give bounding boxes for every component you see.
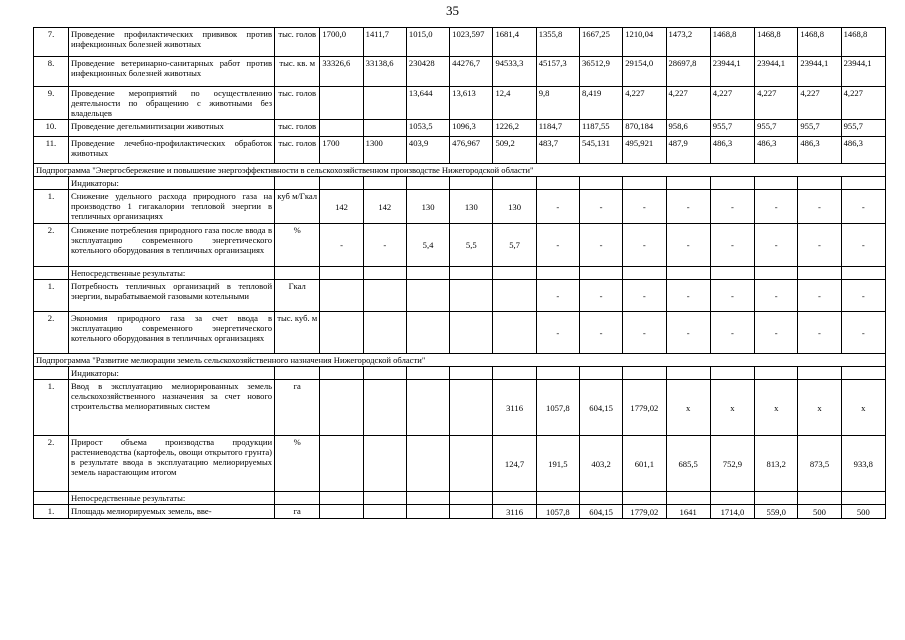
indicator-name: Потребность тепличных организаций в тепловой энергии, вырабатываемой газовыми котельными bbox=[69, 280, 275, 312]
value-cell: - bbox=[623, 280, 666, 312]
row-number: 1. bbox=[34, 280, 69, 312]
value-cell: 1473,2 bbox=[666, 28, 710, 57]
value-cell: 142 bbox=[320, 190, 363, 224]
value-cell: 4,227 bbox=[710, 87, 754, 120]
table-row bbox=[34, 380, 886, 436]
empty-cell bbox=[536, 492, 579, 505]
value-cell: 813,2 bbox=[755, 436, 798, 492]
value-cell bbox=[363, 380, 406, 436]
table-row bbox=[34, 224, 886, 267]
value-cell: - bbox=[710, 312, 754, 354]
value-cell: х bbox=[798, 380, 841, 436]
empty-cell bbox=[320, 177, 363, 190]
value-cell: - bbox=[755, 224, 798, 267]
value-cell: 545,131 bbox=[579, 137, 622, 164]
value-cell: 1468,8 bbox=[841, 28, 885, 57]
value-cell: - bbox=[841, 280, 885, 312]
value-cell bbox=[320, 380, 363, 436]
value-cell: 5,5 bbox=[450, 224, 493, 267]
unit-of-measure: куб м/Гкал bbox=[275, 190, 320, 224]
value-cell: - bbox=[666, 312, 710, 354]
empty-cell bbox=[363, 492, 406, 505]
group-heading: Непосредственные результаты: bbox=[69, 267, 275, 280]
value-cell bbox=[320, 312, 363, 354]
table-row bbox=[34, 57, 886, 87]
row-number-cell bbox=[34, 177, 69, 190]
value-cell: 12,4 bbox=[493, 87, 536, 120]
value-cell bbox=[363, 312, 406, 354]
value-cell: 191,5 bbox=[536, 436, 579, 492]
row-number: 1. bbox=[34, 380, 69, 436]
value-cell bbox=[406, 380, 449, 436]
value-cell: 1468,8 bbox=[710, 28, 754, 57]
row-number-cell bbox=[34, 492, 69, 505]
row-number-cell bbox=[34, 267, 69, 280]
value-cell: 955,7 bbox=[755, 120, 798, 137]
empty-cell bbox=[579, 267, 622, 280]
empty-cell bbox=[406, 267, 449, 280]
empty-cell bbox=[363, 367, 406, 380]
row-number: 2. bbox=[34, 312, 69, 354]
value-cell: - bbox=[579, 312, 622, 354]
empty-cell bbox=[710, 177, 754, 190]
value-cell: - bbox=[666, 280, 710, 312]
value-cell: 1015,0 bbox=[406, 28, 449, 57]
value-cell: 9,8 bbox=[536, 87, 579, 120]
table-row bbox=[34, 492, 886, 505]
value-cell: 955,7 bbox=[841, 120, 885, 137]
value-cell bbox=[363, 436, 406, 492]
value-cell: 3116 bbox=[493, 505, 536, 519]
value-cell: 1779,02 bbox=[623, 380, 666, 436]
value-cell: 486,3 bbox=[755, 137, 798, 164]
empty-cell bbox=[450, 492, 493, 505]
empty-cell bbox=[493, 267, 536, 280]
empty-cell bbox=[363, 177, 406, 190]
empty-cell bbox=[450, 267, 493, 280]
value-cell: 1714,0 bbox=[710, 505, 754, 519]
value-cell bbox=[320, 120, 363, 137]
row-number: 1. bbox=[34, 190, 69, 224]
empty-cell bbox=[623, 492, 666, 505]
value-cell: - bbox=[579, 190, 622, 224]
value-cell: 1023,597 bbox=[450, 28, 493, 57]
subprogram-title: Подпрограмма "Энергосбережение и повышение энергоэффективности в сельскохозяйственном производстве Нижегородской области" bbox=[34, 164, 886, 177]
value-cell: 403,2 bbox=[579, 436, 622, 492]
table-row bbox=[34, 367, 886, 380]
group-heading: Индикаторы: bbox=[69, 367, 275, 380]
table-row bbox=[34, 190, 886, 224]
empty-cell bbox=[406, 367, 449, 380]
value-cell: 4,227 bbox=[798, 87, 841, 120]
empty-cell bbox=[623, 367, 666, 380]
empty-cell bbox=[841, 267, 885, 280]
empty-cell bbox=[798, 367, 841, 380]
empty-cell bbox=[666, 267, 710, 280]
page-number: 35 bbox=[446, 3, 459, 18]
value-cell bbox=[450, 380, 493, 436]
empty-cell bbox=[363, 267, 406, 280]
indicator-name: Проведение профилактических прививок против инфекционных болезней животных bbox=[69, 28, 275, 57]
value-cell: 142 bbox=[363, 190, 406, 224]
value-cell: 3116 bbox=[493, 380, 536, 436]
value-cell: 873,5 bbox=[798, 436, 841, 492]
table-row bbox=[34, 505, 886, 519]
table-row bbox=[34, 312, 886, 354]
unit-of-measure: тыс. голов bbox=[275, 87, 320, 120]
unit-of-measure: тыс. голов bbox=[275, 137, 320, 164]
value-cell bbox=[363, 87, 406, 120]
table-row bbox=[34, 267, 886, 280]
value-cell: - bbox=[710, 190, 754, 224]
value-cell: 230428 bbox=[406, 57, 449, 87]
value-cell: - bbox=[536, 280, 579, 312]
unit-of-measure: га bbox=[275, 380, 320, 436]
value-cell: 29154,0 bbox=[623, 57, 666, 87]
value-cell: 1779,02 bbox=[623, 505, 666, 519]
table-row bbox=[34, 87, 886, 120]
value-cell: 1226,2 bbox=[493, 120, 536, 137]
value-cell: 1187,55 bbox=[579, 120, 622, 137]
empty-cell bbox=[798, 492, 841, 505]
value-cell bbox=[450, 280, 493, 312]
empty-cell bbox=[320, 492, 363, 505]
value-cell: 403,9 bbox=[406, 137, 449, 164]
row-number: 8. bbox=[34, 57, 69, 87]
unit-of-measure: тыс. куб. м bbox=[275, 312, 320, 354]
value-cell: 1210,04 bbox=[623, 28, 666, 57]
row-number: 10. bbox=[34, 120, 69, 137]
value-cell: 4,227 bbox=[623, 87, 666, 120]
value-cell: - bbox=[755, 190, 798, 224]
value-cell: - bbox=[841, 190, 885, 224]
value-cell: 23944,1 bbox=[798, 57, 841, 87]
empty-cell bbox=[798, 267, 841, 280]
value-cell: 1053,5 bbox=[406, 120, 449, 137]
table-row bbox=[34, 120, 886, 137]
value-cell: - bbox=[798, 312, 841, 354]
value-cell: х bbox=[710, 380, 754, 436]
table-row bbox=[34, 177, 886, 190]
value-cell: 5,4 bbox=[406, 224, 449, 267]
value-cell: 500 bbox=[798, 505, 841, 519]
empty-cell bbox=[536, 367, 579, 380]
empty-cell bbox=[275, 367, 320, 380]
empty-cell bbox=[841, 492, 885, 505]
value-cell: х bbox=[841, 380, 885, 436]
value-cell: 559,0 bbox=[755, 505, 798, 519]
value-cell: - bbox=[623, 312, 666, 354]
empty-cell bbox=[493, 177, 536, 190]
value-cell: - bbox=[623, 190, 666, 224]
value-cell bbox=[493, 280, 536, 312]
row-number: 7. bbox=[34, 28, 69, 57]
value-cell: 33326,6 bbox=[320, 57, 363, 87]
indicator-name: Ввод в эксплуатацию мелиорированных земель сельскохозяйственного назначения за счет нового строительства мелиоративных систем bbox=[69, 380, 275, 436]
value-cell: - bbox=[536, 190, 579, 224]
empty-cell bbox=[623, 177, 666, 190]
value-cell: 1057,8 bbox=[536, 380, 579, 436]
value-cell: 955,7 bbox=[798, 120, 841, 137]
value-cell: - bbox=[536, 224, 579, 267]
value-cell: 23944,1 bbox=[710, 57, 754, 87]
value-cell: 495,921 bbox=[623, 137, 666, 164]
value-cell bbox=[450, 505, 493, 519]
indicators-table bbox=[33, 27, 886, 519]
value-cell: 1700,0 bbox=[320, 28, 363, 57]
value-cell bbox=[493, 312, 536, 354]
empty-cell bbox=[666, 177, 710, 190]
indicator-name: Снижение потребления природного газа после ввода в эксплуатацию современного энергетического котельного оборудования в тепличных организациях bbox=[69, 224, 275, 267]
value-cell bbox=[363, 280, 406, 312]
table-row bbox=[34, 137, 886, 164]
indicator-name: Снижение удельного расхода природного газа на производство 1 гигакалории тепловой энергии в тепличных организациях bbox=[69, 190, 275, 224]
value-cell: 1468,8 bbox=[755, 28, 798, 57]
value-cell: 94533,3 bbox=[493, 57, 536, 87]
value-cell: - bbox=[755, 312, 798, 354]
value-cell: 4,227 bbox=[755, 87, 798, 120]
indicator-name: Проведение дегельминтизации животных bbox=[69, 120, 275, 137]
table-row bbox=[34, 164, 886, 177]
empty-cell bbox=[320, 267, 363, 280]
empty-cell bbox=[406, 177, 449, 190]
value-cell bbox=[450, 436, 493, 492]
row-number: 9. bbox=[34, 87, 69, 120]
empty-cell bbox=[755, 267, 798, 280]
indicator-name: Проведение лечебно-профилактических обработок животных bbox=[69, 137, 275, 164]
value-cell: 4,227 bbox=[841, 87, 885, 120]
value-cell: 685,5 bbox=[666, 436, 710, 492]
value-cell bbox=[450, 312, 493, 354]
unit-of-measure: тыс. голов bbox=[275, 28, 320, 57]
row-number: 11. bbox=[34, 137, 69, 164]
value-cell: 1300 bbox=[363, 137, 406, 164]
value-cell: 13,613 bbox=[450, 87, 493, 120]
row-number: 1. bbox=[34, 505, 69, 519]
empty-cell bbox=[320, 367, 363, 380]
table-row bbox=[34, 280, 886, 312]
empty-cell bbox=[536, 177, 579, 190]
group-heading: Индикаторы: bbox=[69, 177, 275, 190]
value-cell: 1641 bbox=[666, 505, 710, 519]
value-cell: - bbox=[798, 224, 841, 267]
unit-of-measure: % bbox=[275, 436, 320, 492]
value-cell: 870,184 bbox=[623, 120, 666, 137]
empty-cell bbox=[666, 367, 710, 380]
value-cell: 955,7 bbox=[710, 120, 754, 137]
value-cell: - bbox=[798, 280, 841, 312]
unit-of-measure: тыс. кв. м bbox=[275, 57, 320, 87]
empty-cell bbox=[450, 177, 493, 190]
row-number: 2. bbox=[34, 436, 69, 492]
value-cell bbox=[406, 312, 449, 354]
value-cell: 958,6 bbox=[666, 120, 710, 137]
empty-cell bbox=[841, 367, 885, 380]
empty-cell bbox=[755, 177, 798, 190]
value-cell: 487,9 bbox=[666, 137, 710, 164]
value-cell: - bbox=[798, 190, 841, 224]
empty-cell bbox=[710, 367, 754, 380]
row-number: 2. bbox=[34, 224, 69, 267]
table-row bbox=[34, 28, 886, 57]
value-cell: 124,7 bbox=[493, 436, 536, 492]
empty-cell bbox=[798, 177, 841, 190]
value-cell: 604,15 bbox=[579, 505, 622, 519]
value-cell: 1700 bbox=[320, 137, 363, 164]
value-cell bbox=[320, 87, 363, 120]
value-cell: 44276,7 bbox=[450, 57, 493, 87]
value-cell: х bbox=[666, 380, 710, 436]
empty-cell bbox=[666, 492, 710, 505]
value-cell: 130 bbox=[406, 190, 449, 224]
value-cell bbox=[406, 436, 449, 492]
value-cell: 486,3 bbox=[841, 137, 885, 164]
value-cell: 130 bbox=[493, 190, 536, 224]
value-cell: 36512,9 bbox=[579, 57, 622, 87]
value-cell: 33138,6 bbox=[363, 57, 406, 87]
value-cell: - bbox=[666, 190, 710, 224]
value-cell: 45157,3 bbox=[536, 57, 579, 87]
value-cell: 509,2 bbox=[493, 137, 536, 164]
value-cell: 28697,8 bbox=[666, 57, 710, 87]
empty-cell bbox=[841, 177, 885, 190]
indicator-name: Экономия природного газа за счет ввода в эксплуатацию современного энергетического котельного оборудования в тепличных организациях bbox=[69, 312, 275, 354]
value-cell: 486,3 bbox=[710, 137, 754, 164]
value-cell: 1355,8 bbox=[536, 28, 579, 57]
empty-cell bbox=[579, 177, 622, 190]
value-cell: 500 bbox=[841, 505, 885, 519]
value-cell: х bbox=[755, 380, 798, 436]
value-cell: 486,3 bbox=[798, 137, 841, 164]
empty-cell bbox=[755, 492, 798, 505]
value-cell: 23944,1 bbox=[755, 57, 798, 87]
value-cell: 1411,7 bbox=[363, 28, 406, 57]
value-cell: 1667,25 bbox=[579, 28, 622, 57]
value-cell: 752,9 bbox=[710, 436, 754, 492]
empty-cell bbox=[755, 367, 798, 380]
value-cell: 1468,8 bbox=[798, 28, 841, 57]
value-cell: - bbox=[710, 224, 754, 267]
value-cell: 4,227 bbox=[666, 87, 710, 120]
value-cell bbox=[363, 120, 406, 137]
unit-of-measure: Гкал bbox=[275, 280, 320, 312]
empty-cell bbox=[710, 492, 754, 505]
empty-cell bbox=[579, 367, 622, 380]
value-cell bbox=[320, 280, 363, 312]
value-cell bbox=[320, 436, 363, 492]
empty-cell bbox=[450, 367, 493, 380]
value-cell bbox=[406, 505, 449, 519]
value-cell: - bbox=[536, 312, 579, 354]
group-heading: Непосредственные результаты: bbox=[69, 492, 275, 505]
value-cell: 1184,7 bbox=[536, 120, 579, 137]
value-cell: 604,15 bbox=[579, 380, 622, 436]
indicator-name: Проведение ветеринарно-санитарных работ против инфекционных болезней животных bbox=[69, 57, 275, 87]
value-cell: 601,1 bbox=[623, 436, 666, 492]
empty-cell bbox=[275, 492, 320, 505]
value-cell bbox=[406, 280, 449, 312]
value-cell: 8,419 bbox=[579, 87, 622, 120]
value-cell: 23944,1 bbox=[841, 57, 885, 87]
row-number-cell bbox=[34, 367, 69, 380]
empty-cell bbox=[493, 492, 536, 505]
value-cell: 1681,4 bbox=[493, 28, 536, 57]
empty-cell bbox=[623, 267, 666, 280]
empty-cell bbox=[275, 177, 320, 190]
value-cell: - bbox=[666, 224, 710, 267]
empty-cell bbox=[536, 267, 579, 280]
value-cell: 933,8 bbox=[841, 436, 885, 492]
value-cell bbox=[363, 505, 406, 519]
empty-cell bbox=[493, 367, 536, 380]
value-cell: 476,967 bbox=[450, 137, 493, 164]
value-cell bbox=[320, 505, 363, 519]
table-row bbox=[34, 436, 886, 492]
value-cell: 130 bbox=[450, 190, 493, 224]
value-cell: - bbox=[841, 312, 885, 354]
value-cell: 1096,3 bbox=[450, 120, 493, 137]
table-row bbox=[34, 354, 886, 367]
value-cell: - bbox=[710, 280, 754, 312]
value-cell: - bbox=[623, 224, 666, 267]
value-cell: - bbox=[755, 280, 798, 312]
indicator-name: Площадь мелиорируемых земель, вве- bbox=[69, 505, 275, 519]
empty-cell bbox=[710, 267, 754, 280]
indicator-name: Прирост объема производства продукции растениеводства (картофель, овощи открытого грунта) в результате ввода в эксплуатацию мелиорируемых земель нарастающим итогом bbox=[69, 436, 275, 492]
value-cell: 5,7 bbox=[493, 224, 536, 267]
indicator-name: Проведение мероприятий по осуществлению деятельности по обращению с животными без владельцев bbox=[69, 87, 275, 120]
value-cell: 483,7 bbox=[536, 137, 579, 164]
value-cell: - bbox=[320, 224, 363, 267]
empty-cell bbox=[406, 492, 449, 505]
unit-of-measure: % bbox=[275, 224, 320, 267]
empty-cell bbox=[275, 267, 320, 280]
empty-cell bbox=[579, 492, 622, 505]
subprogram-title: Подпрограмма "Развитие мелиорации земель сельскохозяйственного назначения Нижегородской области" bbox=[34, 354, 886, 367]
value-cell: - bbox=[841, 224, 885, 267]
value-cell: - bbox=[363, 224, 406, 267]
value-cell: - bbox=[579, 224, 622, 267]
unit-of-measure: тыс. голов bbox=[275, 120, 320, 137]
value-cell: 13,644 bbox=[406, 87, 449, 120]
value-cell: - bbox=[579, 280, 622, 312]
value-cell: 1057,8 bbox=[536, 505, 579, 519]
unit-of-measure: га bbox=[275, 505, 320, 519]
